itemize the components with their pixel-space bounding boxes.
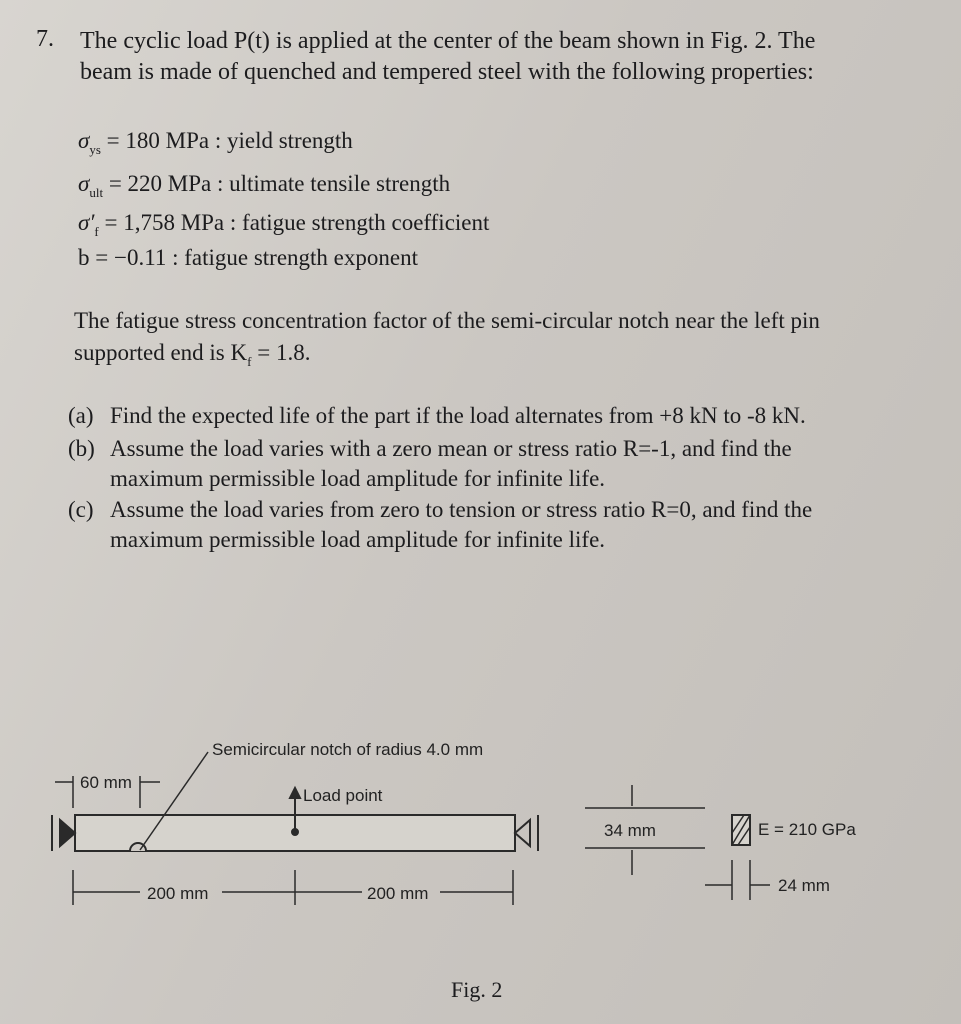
property-subscript: f: [94, 224, 99, 239]
notch-label: Semicircular notch of radius 4.0 mm: [212, 740, 484, 759]
notch-offset-label: 60 mm: [80, 773, 132, 792]
question-b-label: (b): [68, 436, 95, 461]
width-label: 24 mm: [778, 876, 830, 895]
intro-line-2: beam is made of quenched and tempered steel with the following properties:: [80, 59, 814, 85]
property-subscript: ys: [89, 142, 101, 157]
question-c-label: (c): [68, 497, 94, 522]
property-subscript: ult: [89, 185, 104, 200]
property-symbol: σ: [78, 171, 90, 196]
notch-paragraph-line-1: The fatigue stress concentration factor of the semi-circular notch near the left pin: [74, 308, 820, 333]
question-a-text: Find the expected life of the part if the load alternates from +8 kN to -8 kN.: [110, 403, 806, 428]
modulus-label: E = 210 GPa: [758, 820, 856, 839]
property-symbol: σ′: [78, 210, 95, 235]
notch-paragraph-line-2: supported end is $K_f = 1.8$.: [74, 340, 311, 369]
property-text: = 180 MPa : yield strength: [100, 128, 353, 153]
property-text: = 1,758 MPa : fatigue strength coefficient: [98, 210, 490, 235]
load-point-label: Load point: [303, 786, 383, 805]
property-text: = −0.11 : fatigue strength exponent: [89, 245, 418, 270]
question-b-text-1: Assume the load varies with a zero mean or stress ratio R=-1, and find the: [110, 436, 792, 461]
right-pin-support: [515, 820, 530, 846]
question-c-text-1: Assume the load varies from zero to tension or stress ratio R=0, and find the: [110, 497, 813, 522]
question-a-label: (a): [68, 403, 94, 428]
span-right-label: 200 mm: [367, 884, 429, 903]
question-c-text-2: maximum permissible load amplitude for infinite life.: [110, 527, 606, 552]
span-left-label: 200 mm: [147, 884, 209, 903]
problem-number: 7.: [36, 26, 54, 52]
intro-line-1: The cyclic load P(t) is applied at the center of the beam shown in Fig. 2. The: [80, 28, 816, 54]
question-b-text-2: maximum permissible load amplitude for infinite life.: [110, 466, 606, 491]
depth-label: 34 mm: [604, 821, 656, 840]
property-symbol: b: [78, 245, 90, 270]
left-pin-support: [60, 820, 75, 846]
property-text: = 220 MPa : ultimate tensile strength: [103, 171, 451, 196]
figure-caption: Fig. 2: [451, 977, 503, 1002]
property-symbol: σ: [78, 128, 90, 153]
